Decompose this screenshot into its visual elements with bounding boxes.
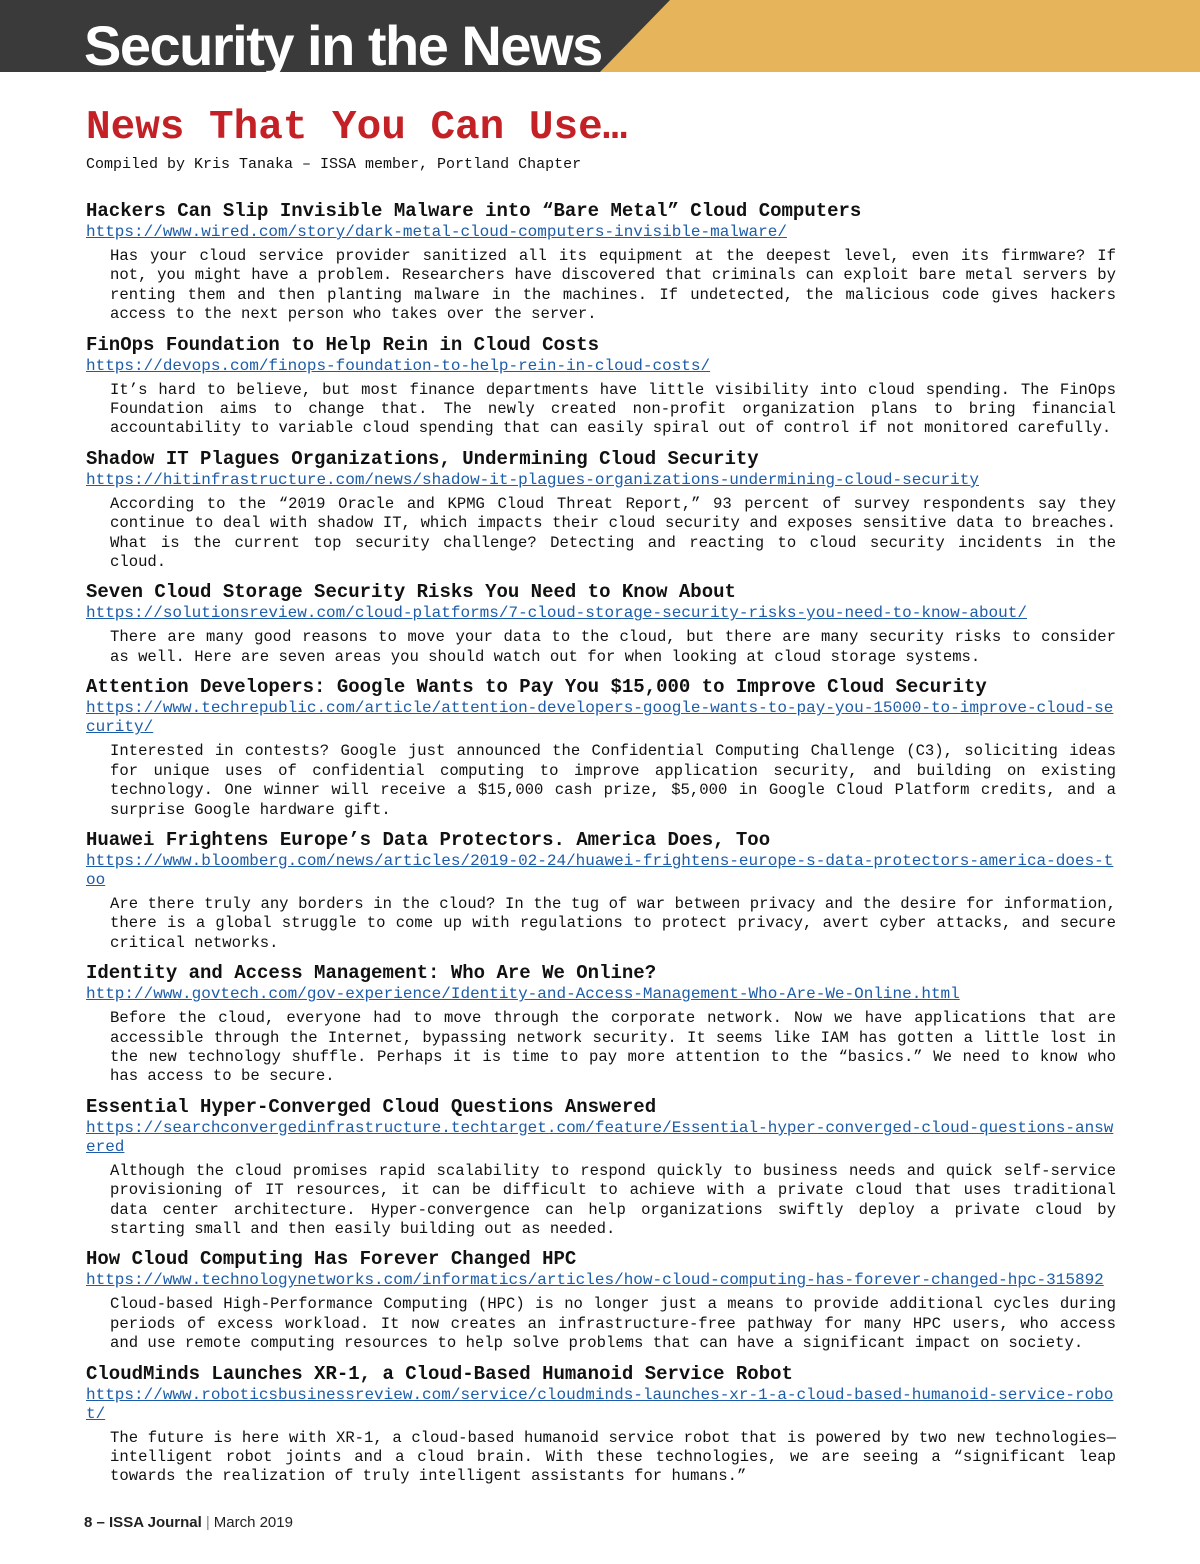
article bbox=[86, 675, 1116, 820]
article-link[interactable]: https://www.technologynetworks.com/informatics/articles/how-cloud-computing-has-forever-changed-hpc-315892 bbox=[86, 1271, 1104, 1290]
section-title: Security in the News bbox=[84, 14, 602, 77]
page-footer bbox=[84, 1514, 293, 1531]
article-summary: According to the “2019 Oracle and KPMG Cloud Threat Report,” 93 percent of survey respondents say they continue to deal with shadow IT, which impacts their cloud security and exposes sensitive data to breaches. What is the current top security challenge? Detecting and reacting to cloud security incidents in the cloud. bbox=[110, 494, 1116, 572]
section-banner bbox=[0, 0, 1200, 77]
article-title: Attention Developers: Google Wants to Pay You $15,000 to Improve Cloud Security bbox=[86, 676, 987, 699]
article-title: Essential Hyper-Converged Cloud Questions Answered bbox=[86, 1095, 657, 1118]
article bbox=[86, 333, 1116, 439]
article-summary: Although the cloud promises rapid scalability to respond quickly to business needs and quick self-service provisioning of IT resources, it can be difficult to achieve with a private cloud that uses traditional data center architecture. Hyper-convergence can help organizations swiftly deploy a private cloud by starting small and then easily building out as needed. bbox=[110, 1161, 1116, 1238]
article-title: Hackers Can Slip Invisible Malware into “Bare Metal” Cloud Computers bbox=[86, 200, 862, 222]
article-summary: The future is here with XR-1, a cloud-based humanoid service robot that is powered by two new technologies—intelligent robot joints and a cloud brain. With these technologies, we are seeing a “significant leap towards the realization of truly intelligent assistants for humans.” bbox=[110, 1428, 1116, 1486]
article-link[interactable]: https://www.wired.com/story/dark-metal-cloud-computers-invisible-malware/ bbox=[86, 223, 787, 241]
issue-date: March 2019 bbox=[213, 1514, 293, 1531]
article-link[interactable]: https://hitinfrastructure.com/news/shadow-it-plagues-organizations-undermining-cloud-security bbox=[86, 470, 979, 489]
article-summary: It’s hard to believe, but most finance departments have little visibility into cloud spending. The FinOps Foundation aims to change that. The newly created non-profit organization plans to bring financial accountability to variable cloud spending that can easily spiral out of control if not monitored carefully. bbox=[110, 380, 1116, 438]
article-link[interactable]: https://www.bloomberg.com/news/articles/2019-02-24/huawei-frightens-europe-s-data-protectors-america-does-too bbox=[86, 851, 1114, 889]
footer-separator: | bbox=[205, 1514, 210, 1531]
article-summary: Has your cloud service provider sanitized all its equipment at the deepest level, even its firmware? If not, you might have a problem. Researchers have discovered that criminals can exploit bare metal servers by renting them and then planting malware in the machines. If undetected, the malicious code gives hackers access to the next person who takes over the server. bbox=[110, 247, 1116, 324]
page-headline: News That You Can Use… bbox=[86, 105, 628, 151]
article-link[interactable]: https://www.roboticsbusinessreview.com/service/cloudminds-launches-xr-1-a-cloud-based-humanoid-service-robot/ bbox=[86, 1385, 1114, 1423]
article-link[interactable]: https://www.techrepublic.com/article/attention-developers-google-wants-to-pay-you-15000-to-improve-cloud-security/ bbox=[86, 699, 1114, 737]
article-summary: There are many good reasons to move your data to the cloud, but there are many security risks to consider as well. Here are seven areas you should watch out for when looking at cloud storage systems. bbox=[110, 628, 1116, 666]
article-title: Identity and Access Management: Who Are We Online? bbox=[86, 962, 657, 985]
banner-accent bbox=[600, 0, 1200, 72]
article-title: CloudMinds Launches XR-1, a Cloud-Based Humanoid Service Robot bbox=[86, 1362, 793, 1385]
article-link[interactable]: http://www.govtech.com/gov-experience/Identity-and-Access-Management-Who-Are-We-Online.html bbox=[86, 985, 960, 1004]
article-summary: Cloud-based High-Performance Computing (HPC) is no longer just a means to provide additional cycles during periods of excess workload. It now creates an infrastructure-free pathway for many HPC users, who access and use remote computing resources to help solve problems that can have a significant impact on society. bbox=[110, 1295, 1116, 1353]
article-title: FinOps Foundation to Help Rein in Cloud Costs bbox=[86, 333, 600, 356]
article-title: Seven Cloud Storage Security Risks You Need to Know About bbox=[86, 581, 736, 604]
article bbox=[86, 1095, 1116, 1240]
article-title: Shadow IT Plagues Organizations, Undermining Cloud Security bbox=[86, 447, 759, 470]
article bbox=[86, 828, 1116, 953]
byline: Compiled by Kris Tanaka – ISSA member, Portland Chapter bbox=[86, 156, 582, 173]
article-link[interactable]: https://devops.com/finops-foundation-to-help-rein-in-cloud-costs/ bbox=[86, 356, 711, 375]
article bbox=[86, 580, 1116, 667]
article bbox=[86, 199, 1116, 325]
article bbox=[86, 961, 1116, 1087]
article-link[interactable]: https://solutionsreview.com/cloud-platforms/7-cloud-storage-security-risks-you-need-to-know-about/ bbox=[86, 604, 1027, 623]
article-summary: Are there truly any borders in the cloud? In the tug of war between privacy and the desire for information, there is a global struggle to come up with regulations to protect privacy, avert cyber attacks, and secure critical networks. bbox=[110, 894, 1116, 952]
article bbox=[86, 1362, 1116, 1487]
page-number-label: 8 – ISSA Journal bbox=[84, 1514, 202, 1531]
article-summary: Before the cloud, everyone had to move through the corporate network. Now we have applications that are accessible through the Internet, bypassing network security. It seems like IAM has gotten a little lost in the new technology shuffle. Perhaps it is time to pay more attention to the “basics.” We need to know who has access to be secure. bbox=[110, 1009, 1116, 1086]
content bbox=[86, 104, 1116, 1495]
article-summary: Interested in contests? Google just announced the Confidential Computing Challenge (C3), soliciting ideas for unique uses of confidential computing to improve application security, and building on existing technology. One winner will receive a $15,000 cash prize, $5,000 in Google Cloud Platform credits, and a surprise Google hardware gift. bbox=[110, 742, 1116, 819]
article bbox=[86, 447, 1116, 573]
article-link[interactable]: https://searchconvergedinfrastructure.techtarget.com/feature/Essential-hyper-converged-cloud-questions-answered bbox=[86, 1118, 1114, 1156]
article bbox=[86, 1247, 1116, 1353]
article-title: Huawei Frightens Europe’s Data Protectors. America Does, Too bbox=[86, 828, 771, 851]
article-title: How Cloud Computing Has Forever Changed HPC bbox=[86, 1248, 577, 1271]
